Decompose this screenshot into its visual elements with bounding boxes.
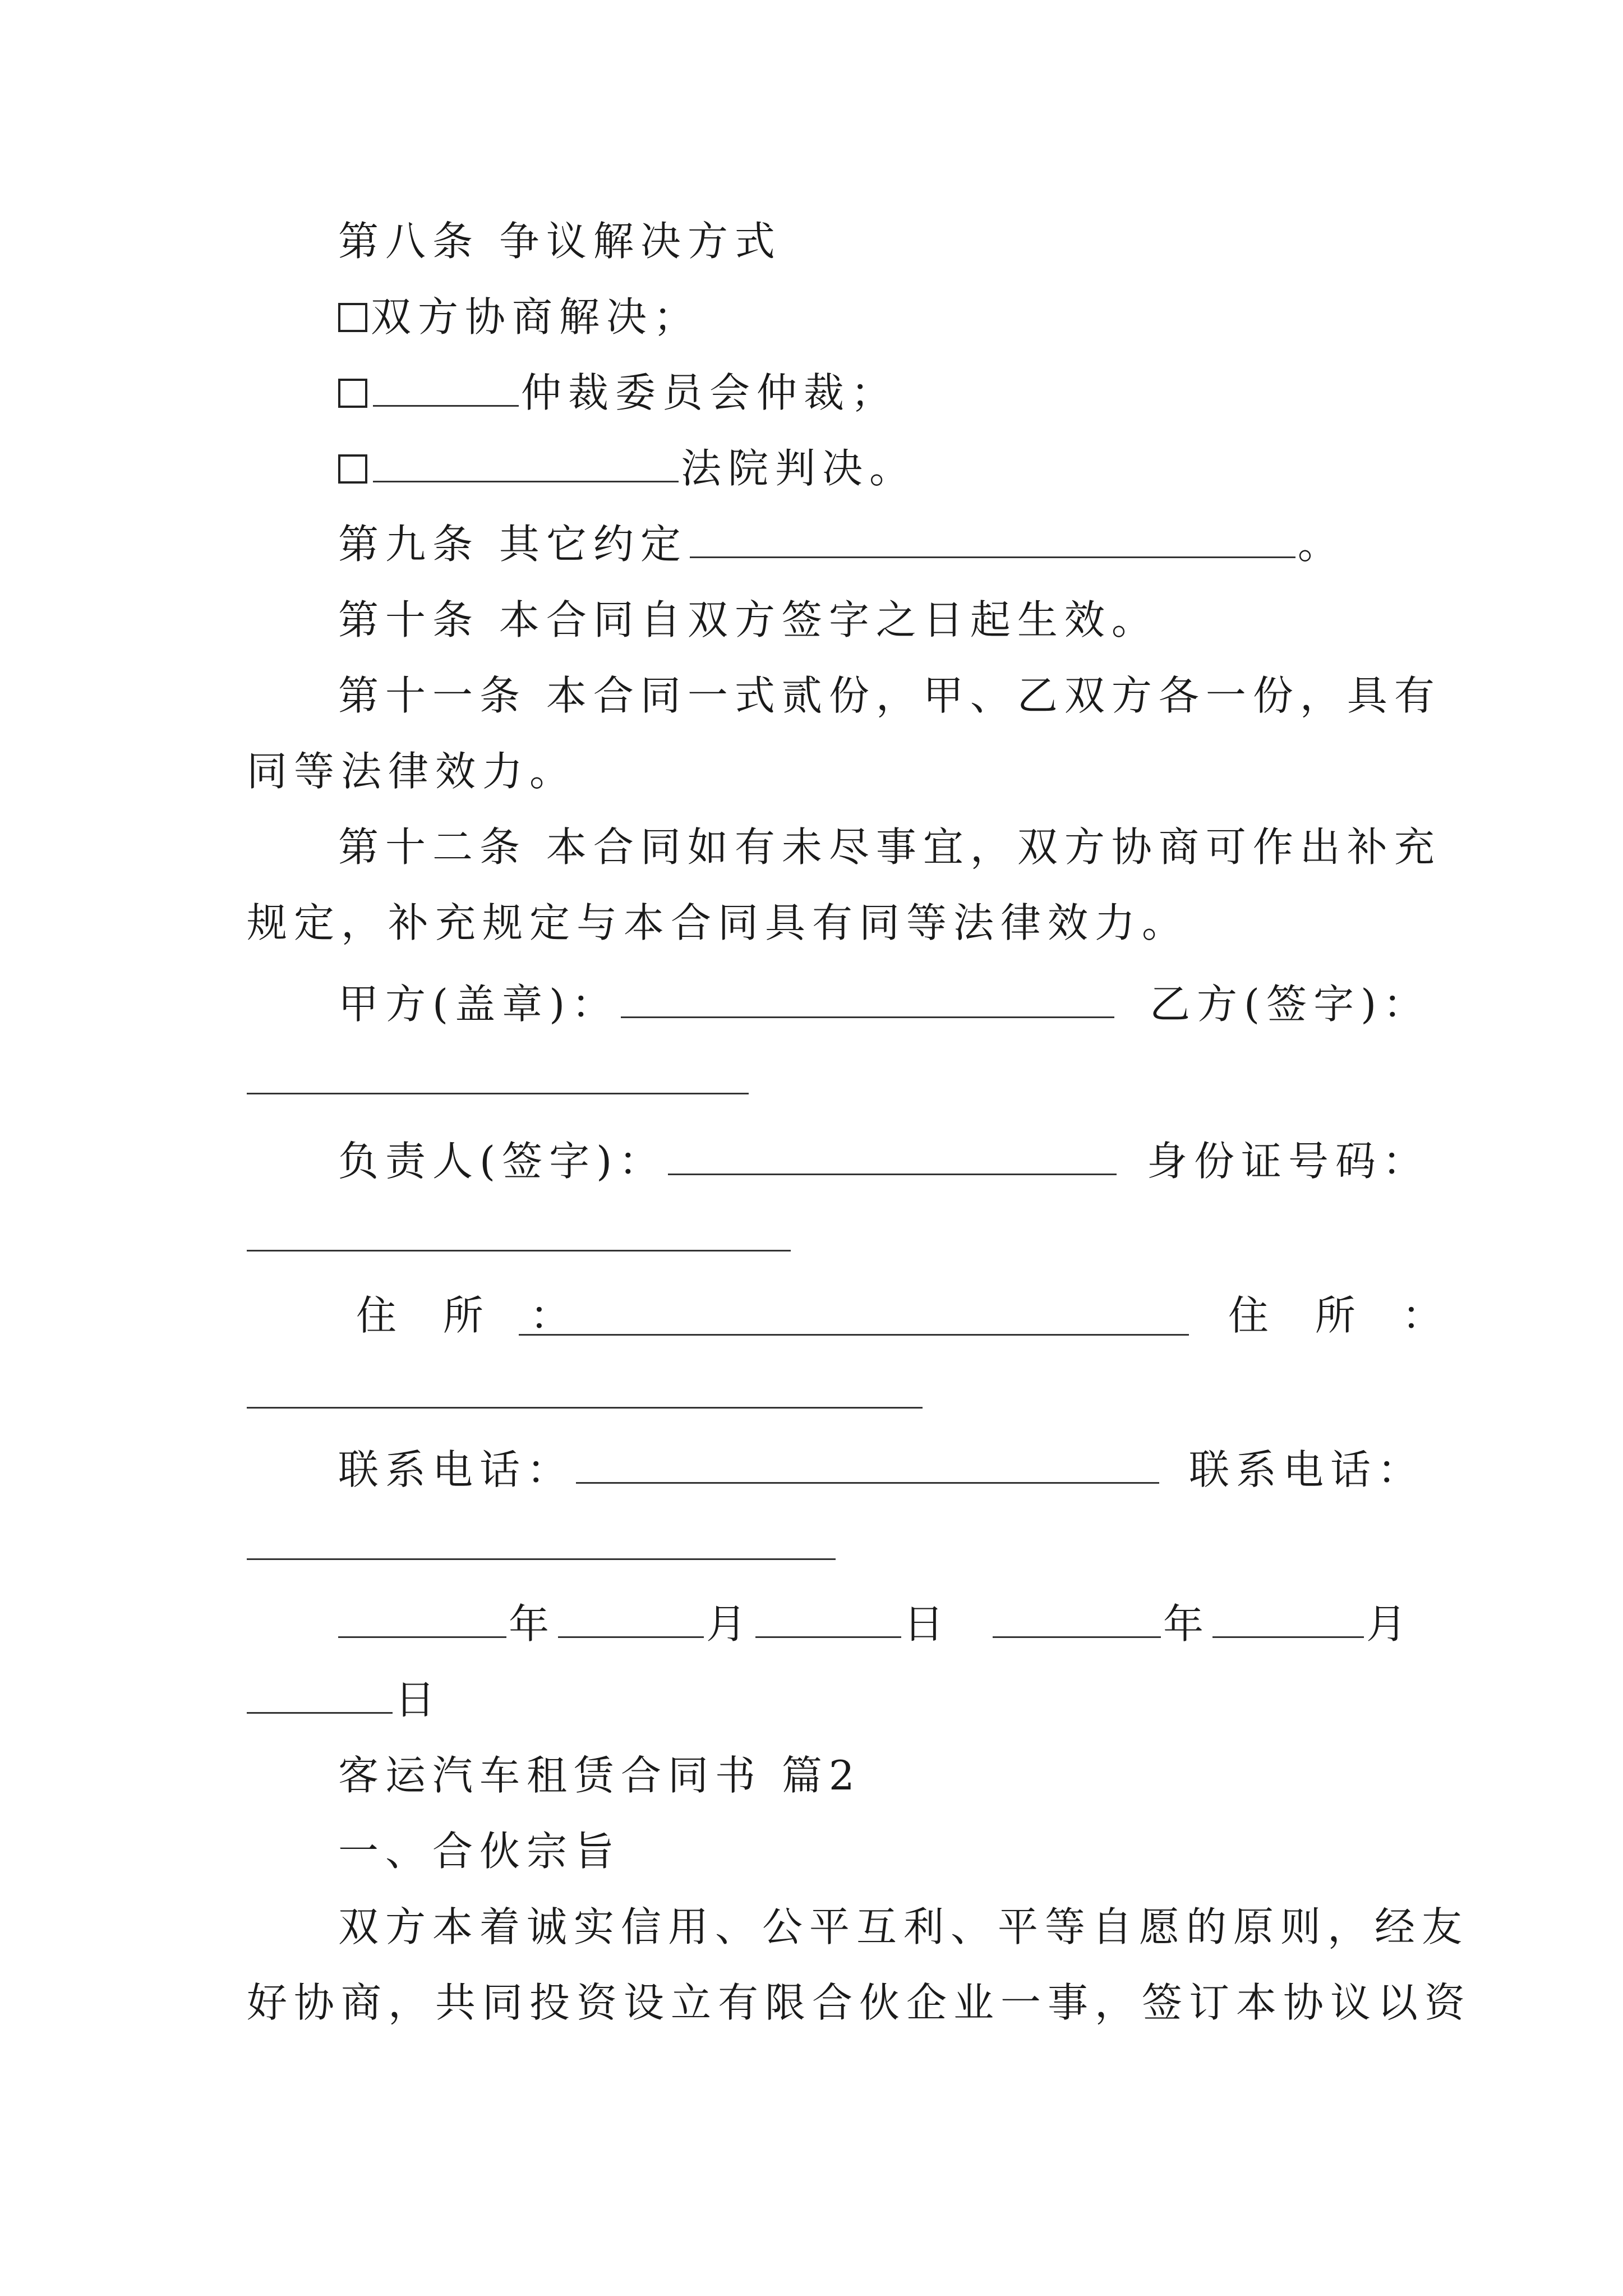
party-a-seal-blank[interactable]: [621, 982, 1114, 1018]
month-b-blank[interactable]: [1212, 1602, 1364, 1638]
day-b-label: 日: [395, 1676, 442, 1723]
principal-label: 负责人(签字)：: [338, 1138, 666, 1185]
article-12-line-1: 第十二条 本合同如有未尽事宜，双方协商可作出补充: [338, 823, 1441, 871]
section-2-line-2: 好协商，共同投资设立有限合伙企业一事，签订本协议以资: [247, 1979, 1472, 2026]
phone-b-label: 联系电话：: [1189, 1446, 1425, 1493]
day-a-blank[interactable]: [755, 1602, 901, 1638]
article-9-end: 。: [1297, 521, 1345, 568]
dispute-option-arbitration: [338, 367, 898, 418]
month-b-label: 月: [1366, 1600, 1413, 1648]
party-b-signature-blank[interactable]: [247, 1093, 749, 1094]
year-a-label: 年: [509, 1600, 556, 1648]
section-2-line-1: 双方本着诚实信用、公平互利、平等自愿的原则，经友: [338, 1903, 1469, 1950]
date-row-continued: [247, 1674, 442, 1725]
day-b-blank[interactable]: [247, 1677, 393, 1714]
address-a-row: [356, 1290, 587, 1341]
address-b-label: 住 所 ：: [1228, 1292, 1459, 1339]
article-8-title: 第八条 争议解决方式: [338, 218, 782, 265]
principal-signature-blank[interactable]: [668, 1139, 1117, 1175]
dispute-option-negotiation: [338, 292, 700, 342]
article-12-line-2: 规定，补充规定与本合同具有同等法律效力。: [247, 899, 1189, 946]
year-a-blank[interactable]: [338, 1602, 506, 1638]
phone-a-row: [338, 1444, 1161, 1495]
article-11-line-2: 同等法律效力。: [247, 748, 577, 795]
article-9: [338, 519, 1345, 569]
party-a-label: 甲方(盖章)：: [338, 981, 619, 1028]
month-a-blank[interactable]: [558, 1602, 704, 1638]
year-b-blank[interactable]: [993, 1602, 1161, 1638]
address-a-blank[interactable]: [519, 1334, 1189, 1336]
month-a-label: 月: [706, 1600, 754, 1648]
option-court-label: 法院判决。: [681, 445, 917, 492]
party-a-row: [338, 979, 1117, 1029]
article-11-line-1: 第十一条 本合同一式贰份，甲、乙双方各一份，具有: [338, 672, 1441, 719]
checkbox-negotiation[interactable]: [338, 303, 367, 332]
address-a-label: 住 所 ：: [356, 1292, 587, 1339]
principal-row: [338, 1136, 1119, 1186]
section-2-title: 客运汽车租赁合同书 篇2: [338, 1752, 861, 1799]
day-a-label: 日: [903, 1600, 951, 1648]
id-number-blank[interactable]: [247, 1250, 791, 1251]
checkbox-arbitration[interactable]: [338, 379, 367, 408]
option-negotiation-label: 双方协商解决；: [371, 293, 701, 341]
phone-a-label: 联系电话：: [338, 1446, 574, 1493]
address-b-blank[interactable]: [247, 1407, 923, 1409]
article-9-label: 第九条 其它约定: [338, 521, 688, 568]
dispute-option-court: [338, 443, 916, 494]
id-number-label: 身份证号码：: [1147, 1138, 1430, 1185]
phone-b-blank[interactable]: [247, 1558, 836, 1560]
year-b-label: 年: [1163, 1600, 1210, 1648]
court-name-blank[interactable]: [373, 446, 679, 482]
phone-a-blank[interactable]: [576, 1447, 1159, 1484]
article-10: 第十条 本合同自双方签字之日起生效。: [338, 596, 1159, 643]
checkbox-court[interactable]: [338, 454, 367, 484]
arbitration-commission-blank[interactable]: [373, 370, 519, 407]
party-b-label: 乙方(签字)：: [1150, 981, 1431, 1028]
date-row: [338, 1599, 1413, 1649]
option-arbitration-label: 仲裁委员会仲裁；: [521, 369, 898, 416]
other-terms-blank[interactable]: [690, 522, 1295, 558]
section-2-heading: 一、合伙宗旨: [338, 1828, 621, 1875]
